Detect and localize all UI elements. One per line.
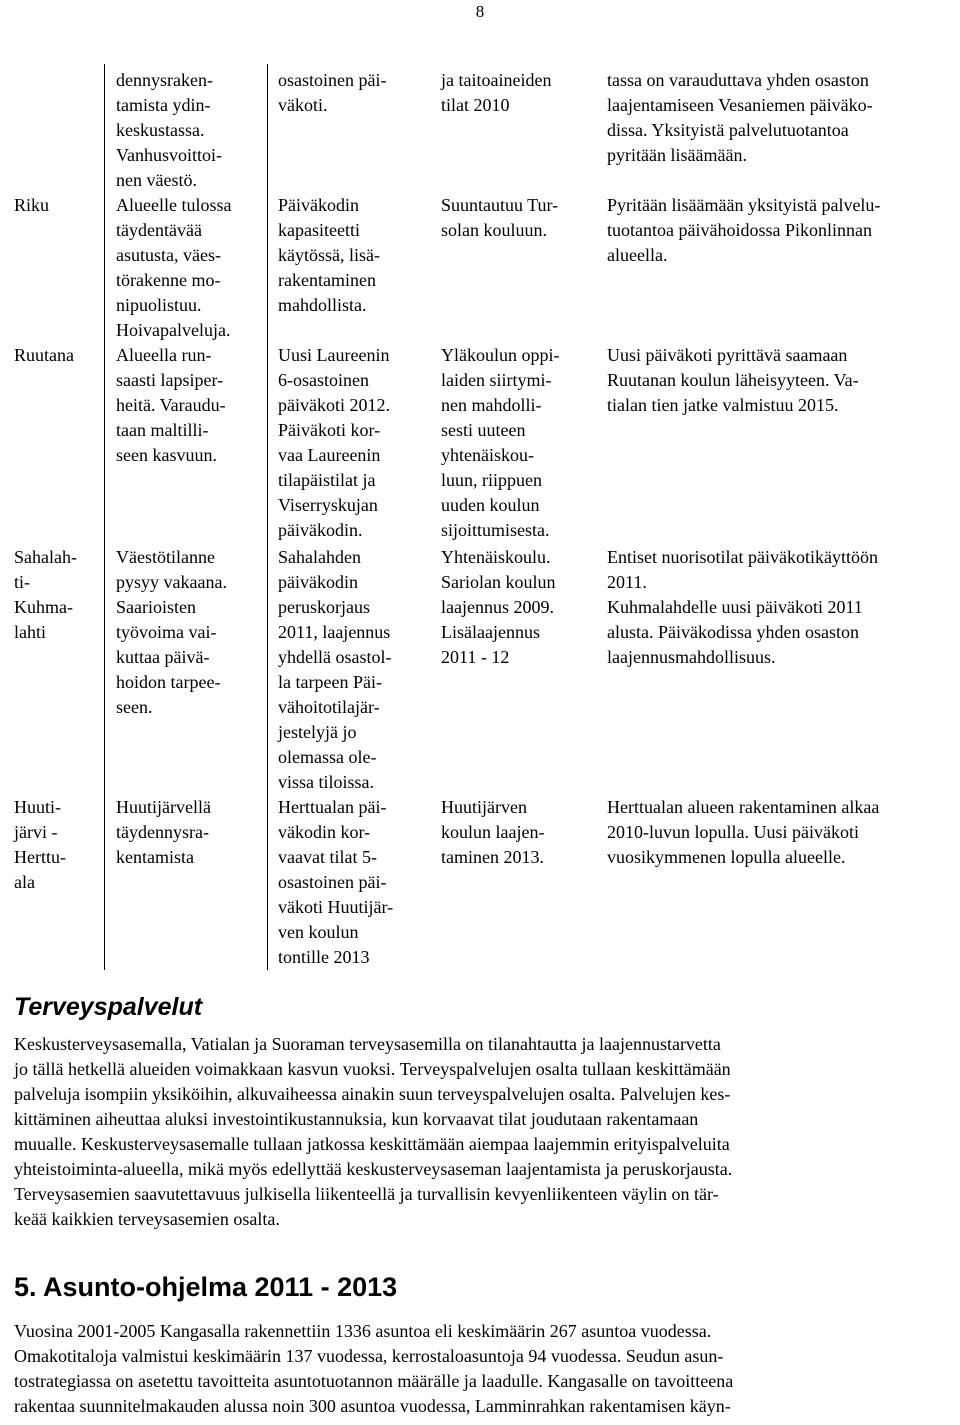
table-cell: tassa on varauduttava yhden osaston laajentamiseen Vesaniemen päiväko- dissa. Yksityistä palvelutuotantoa pyritään lisäämään.	[607, 70, 873, 165]
housing-program-paragraph: Vuosina 2001-2005 Kangasalla rakennettiin 1336 asuntoa eli keskimäärin 267 asuntoa vuodessa. Omakotitaloja valmistui keskimäärin 137 vuodessa, kerrostaloasuntoja 94 vuodessa. Seudun asun- tostrategiassa on asetettu tavoitteita asuntotuotannon määrälle ja laadulle. Kangasalle on tavoitteena rakentaa suunnitelmakauden alussa noin 300 asuntoa vuodessa, Lamminrahkan rakentamisen käyn-	[14, 1321, 734, 1416]
table-cell: Suuntautuu Tur- solan kouluun.	[441, 195, 559, 240]
row-label-sahalahti-kuhmalahti: Sahalah- ti- Kuhma- lahti	[14, 547, 77, 642]
table-cell: osastoinen päi- väkoti.	[278, 70, 387, 115]
table-cell: Väestötilanne pysyy vakaana. Saarioisten työvoima vai- kuttaa päivä- hoidon tarpee- seen.	[116, 547, 227, 717]
row-label-huutijarvi-herttuala: Huuti- järvi - Herttu- ala	[14, 797, 66, 892]
health-services-heading: Terveyspalvelut	[14, 993, 203, 1021]
row-label-riku: Riku	[14, 195, 50, 215]
table-cell: Sahalahden päiväkodin peruskorjaus 2011, laajennus yhdellä osastol- la tarpeen Päi- vähoitotilajär- jestelyjä jo olemassa ole- vissa tiloissa.	[278, 547, 392, 792]
health-services-paragraph: Keskusterveysasemalla, Vatialan ja Suoraman terveysasemilla on tilanahtautta ja laajennustarvetta jo tällä hetkellä alueiden voimakkaan kasvun vuoksi. Terveyspalvelujen osalta tullaan keskittämään palveluja isompiin yksiköihin, alkuvaiheessa ainakin suun terveyspalvelujen osalta. Palvelujen kes- kittäminen aiheuttaa aluksi investointikustannuksia, kun korvaavat tilat joudutaan rakentamaan muualle. Keskusterveysasemalle tullaan jatkossa keskittämään aiempaa laajemmin erityispalveluita yhteistoiminta-alueella, mikä myös edellyttää keskusterveysaseman laajentamista ja peruskorjausta. Terveysasemien saavutettavuus julkisella liikenteellä ja turvallisin kevyenliikenteen väylin on tär- keää kaikkien terveysasemien osalta.	[14, 1034, 733, 1229]
table-cell: Päiväkodin kapasiteetti käytössä, lisä- rakentaminen mahdollista.	[278, 195, 380, 315]
table-cell: Herttualan päi- väkodin kor- vaavat tilat 5- osastoinen päi- väkoti Huutijär- ven koulun tontille 2013	[278, 797, 394, 967]
table-cell: Huutijärven koulun laajen- taminen 2013.	[441, 797, 545, 867]
table-divider	[267, 64, 268, 970]
row-label-ruutana: Ruutana	[14, 345, 74, 365]
table-cell: Yhtenäiskoulu. Sariolan koulun laajennus 2009. Lisälaajennus 2011 - 12	[441, 547, 556, 667]
table-cell: Entiset nuorisotilat päiväkotikäyttöön 2011. Kuhmalahdelle uusi päiväkoti 2011 alusta. Päiväkodissa yhden osaston laajennusmahdollisuus.	[607, 547, 878, 667]
housing-program-heading: 5. Asunto-ohjelma 2011 - 2013	[14, 1272, 398, 1302]
table-cell: Huutijärvellä täydennysra- kentamista	[116, 797, 211, 867]
table-cell: Pyritään lisäämään yksityistä palvelu- tuotantoa päivähoidossa Pikonlinnan alueella.	[607, 195, 881, 265]
table-cell: Alueella run- saasti lapsiper- heitä. Varaudu- taan maltilli- seen kasvuun.	[116, 345, 226, 465]
table-divider	[104, 64, 105, 970]
table-cell: Yläkoulun oppi- laiden siirtymi- nen mahdolli- sesti uuteen yhtenäiskou- luun, riippuen uuden koulun sijoittumisesta.	[441, 345, 560, 540]
table-cell: Uusi Laureenin 6-osastoinen päiväkoti 2012. Päiväkoti kor- vaa Laureenin tilapäistilat ja Viserryskujan päiväkodin.	[278, 345, 390, 540]
table-cell: ja taitoaineiden tilat 2010	[441, 70, 552, 115]
table-cell: dennysraken- tamista ydin- keskustassa. Vanhusvoittoi- nen väestö.	[116, 70, 222, 190]
table-cell: Alueelle tulossa täydentävää asutusta, väes- törakenne mo- nipuolistuu. Hoivapalveluja.	[116, 195, 232, 340]
table-cell: Herttualan alueen rakentaminen alkaa 2010-luvun lopulla. Uusi päiväkoti vuosikymmenen lopulla alueelle.	[607, 797, 880, 867]
table-cell: Uusi päiväkoti pyrittävä saamaan Ruutanan koulun läheisyyteen. Va- tialan tien jatke valmistuu 2015.	[607, 345, 859, 415]
page-number: 8	[475, 2, 485, 21]
